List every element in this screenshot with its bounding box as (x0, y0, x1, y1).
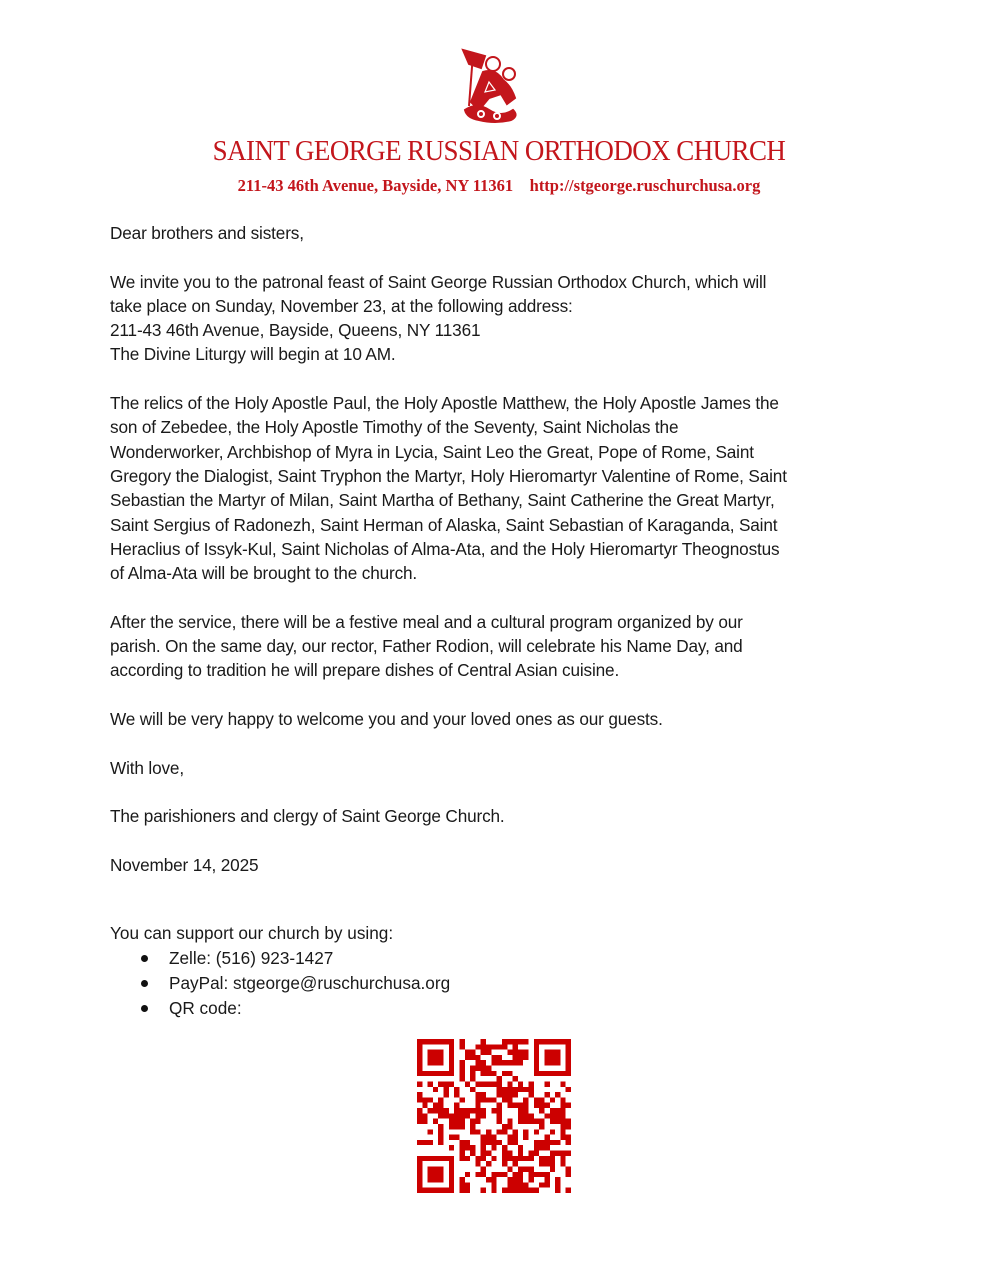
church-website-link[interactable]: http://stgeorge.ruschurchusa.org (529, 176, 761, 195)
church-name: SAINT GEORGE RUSSIAN ORTHODOX CHURCH (212, 135, 786, 167)
text-line: parish. On the same day, our rector, Father Rodion, will celebrate his Name Day, and (110, 636, 743, 657)
meal-paragraph (110, 610, 890, 683)
support-list (110, 946, 450, 1021)
greeting: Dear brothers and sisters, (110, 223, 304, 243)
support-item-zelle (110, 946, 450, 971)
bullet-icon (141, 955, 148, 962)
welcome-paragraph: We will be very happy to welcome you and your loved ones as our guests. (110, 708, 663, 729)
support-item-qr (110, 996, 450, 1021)
letterhead-contact (0, 175, 998, 197)
text-line: son of Zebedee, the Holy Apostle Timothy of the Seventy, Saint Nicholas the (110, 417, 679, 438)
bullet-icon (141, 980, 148, 987)
text-line: Sebastian the Martyr of Milan, Saint Martha of Bethany, Saint Catherine the Great Martyr, (110, 490, 775, 511)
church-address: 211-43 46th Avenue, Bayside, NY 11361 (237, 176, 514, 195)
zelle-text: Zelle: (516) 923-1427 (169, 948, 334, 968)
text-line: Gregory the Dialogist, Saint Tryphon the Martyr, Holy Hieromartyr Valentine of Rome, Saint (110, 465, 787, 486)
liturgy-time: The Divine Liturgy will begin at 10 AM. (110, 344, 396, 365)
saint-george-icon (455, 46, 525, 124)
event-address: 211-43 46th Avenue, Bayside, Queens, NY 11361 (110, 320, 481, 341)
invitation-paragraph (110, 270, 890, 367)
signature: The parishioners and clergy of Saint George Church. (110, 806, 505, 827)
support-intro: You can support our church by using: (110, 923, 394, 943)
bullet-icon (141, 1005, 148, 1012)
letter-date: November 14, 2025 (110, 854, 259, 875)
text-line: We invite you to the patronal feast of Saint George Russian Orthodox Church, which will (110, 271, 767, 292)
support-section (110, 921, 450, 1021)
text-line: take place on Sunday, November 23, at the following address: (110, 295, 573, 316)
paypal-text: PayPal: stgeorge@ruschurchusa.org (169, 973, 451, 993)
qr-code-icon[interactable] (417, 1039, 571, 1193)
text-line: of Alma-Ata will be brought to the church. (110, 563, 418, 584)
text-line: Heraclius of Issyk-Kul, Saint Nicholas of Alma-Ata, and the Holy Hieromartyr Theognostus (110, 538, 780, 559)
support-item-paypal (110, 971, 450, 996)
text-line: Wonderworker, Archbishop of Myra in Lycia, Saint Leo the Great, Pope of Rome, Saint (110, 441, 754, 462)
text-line: The relics of the Holy Apostle Paul, the Holy Apostle Matthew, the Holy Apostle James the (110, 393, 779, 414)
relics-paragraph (110, 391, 890, 585)
text-line: Saint Sergius of Radonezh, Saint Herman of Alaska, Saint Sebastian of Karaganda, Saint (110, 514, 778, 535)
text-line: After the service, there will be a festive meal and a cultural program organized by our (110, 611, 743, 632)
letter-body (110, 221, 890, 901)
qr-label: QR code: (169, 998, 242, 1018)
text-line: according to tradition he will prepare dishes of Central Asian cuisine. (110, 660, 620, 681)
closing: With love, (110, 757, 184, 778)
